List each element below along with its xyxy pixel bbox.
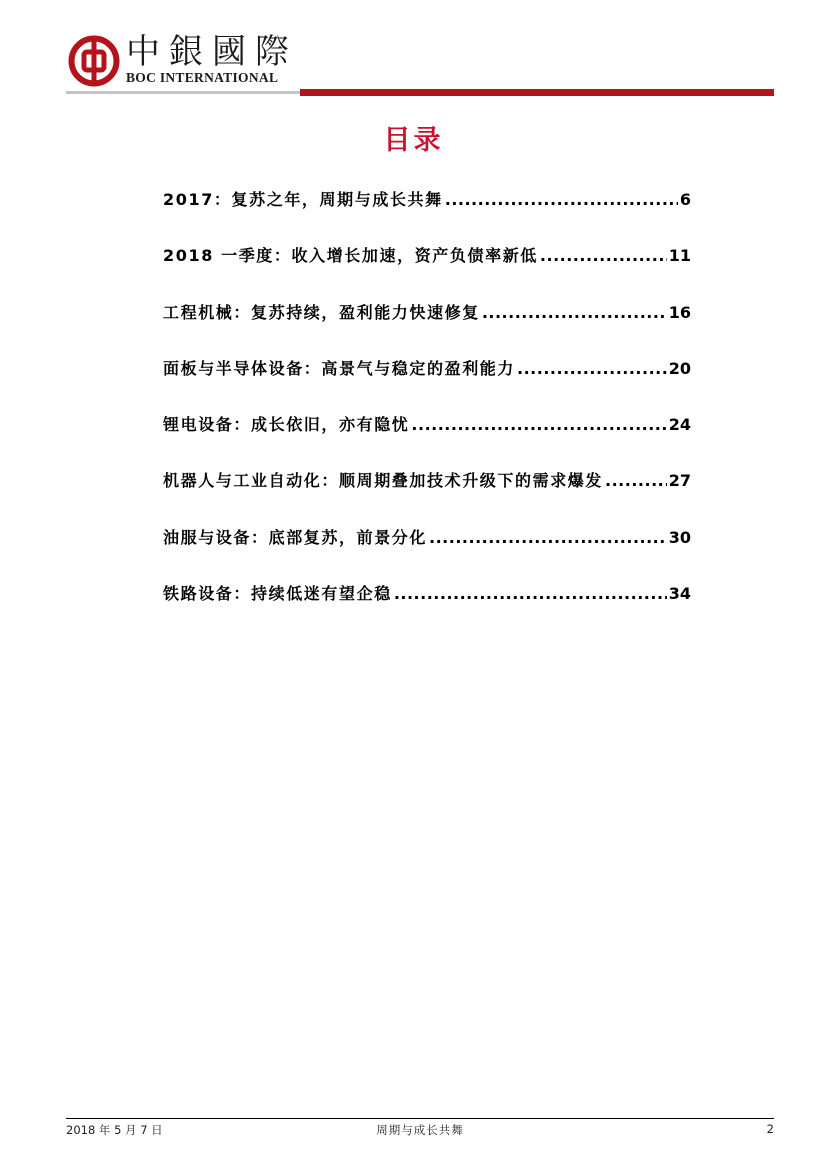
toc-entry-text: 机器人与工业自动化：顺周期叠加技术升级下的需求爆发: [163, 471, 604, 491]
toc-entry-page: 6: [679, 190, 691, 209]
toc-entry-page: 30: [668, 527, 691, 547]
page-header: [66, 30, 774, 98]
toc-leader-dots: [540, 246, 667, 265]
toc-leader-dots: [394, 584, 667, 603]
logo-chinese-name: 中銀國際: [126, 32, 298, 72]
toc-entry[interactable]: [163, 356, 691, 412]
toc-entry-text: 工程机械：复苏持续，盈利能力快速修复: [163, 302, 480, 322]
toc-entry[interactable]: [163, 243, 691, 299]
toc-entry[interactable]: [163, 581, 691, 637]
toc-leader-dots: [429, 528, 667, 547]
page-footer: [66, 1122, 774, 1138]
table-of-contents: [163, 187, 691, 637]
footer-date: 2018 年 5 月 7 日: [66, 1123, 163, 1137]
toc-entry-page: 24: [668, 415, 691, 435]
logo-english-name: BOC INTERNATIONAL: [126, 70, 279, 85]
toc-entry-page: 34: [668, 584, 691, 604]
toc-entry-text: 铁路设备：持续低迷有望企稳: [163, 584, 392, 604]
footer-report-title: 周期与成长共舞: [376, 1123, 464, 1137]
toc-entry-page: 16: [668, 302, 691, 322]
toc-entry-page: 20: [668, 358, 691, 378]
toc-entry[interactable]: [163, 468, 691, 524]
toc-leader-dots: [411, 415, 666, 434]
toc-entry-text: 面板与半导体设备：高景气与稳定的盈利能力: [163, 358, 516, 378]
footer-page-number: 2: [766, 1122, 774, 1136]
footer-rule: [66, 1118, 774, 1119]
header-rule-red: [300, 89, 774, 96]
toc-entry[interactable]: [163, 412, 691, 468]
toc-title: 目录: [383, 125, 444, 156]
toc-leader-dots: [605, 471, 667, 490]
toc-entry-page: 27: [668, 471, 691, 491]
toc-entry[interactable]: [163, 187, 691, 243]
toc-entry[interactable]: [163, 300, 691, 356]
toc-entry[interactable]: [163, 525, 691, 581]
toc-leader-dots: [482, 303, 667, 322]
toc-entry-text: 锂电设备：成长依旧，亦有隐忧: [163, 415, 410, 435]
toc-entry-text: 油服与设备：底部复苏，前景分化: [163, 527, 428, 547]
toc-entry-page: 11: [668, 246, 691, 266]
toc-leader-dots: [445, 190, 678, 209]
toc-entry-text: 2018 一季度：收入增长加速，资产负债率新低: [163, 246, 538, 266]
toc-entry-text: 2017：复苏之年，周期与成长共舞: [163, 190, 443, 209]
header-rule-grey: [66, 91, 300, 94]
toc-leader-dots: [517, 359, 667, 378]
boc-logo-icon: [68, 35, 120, 87]
